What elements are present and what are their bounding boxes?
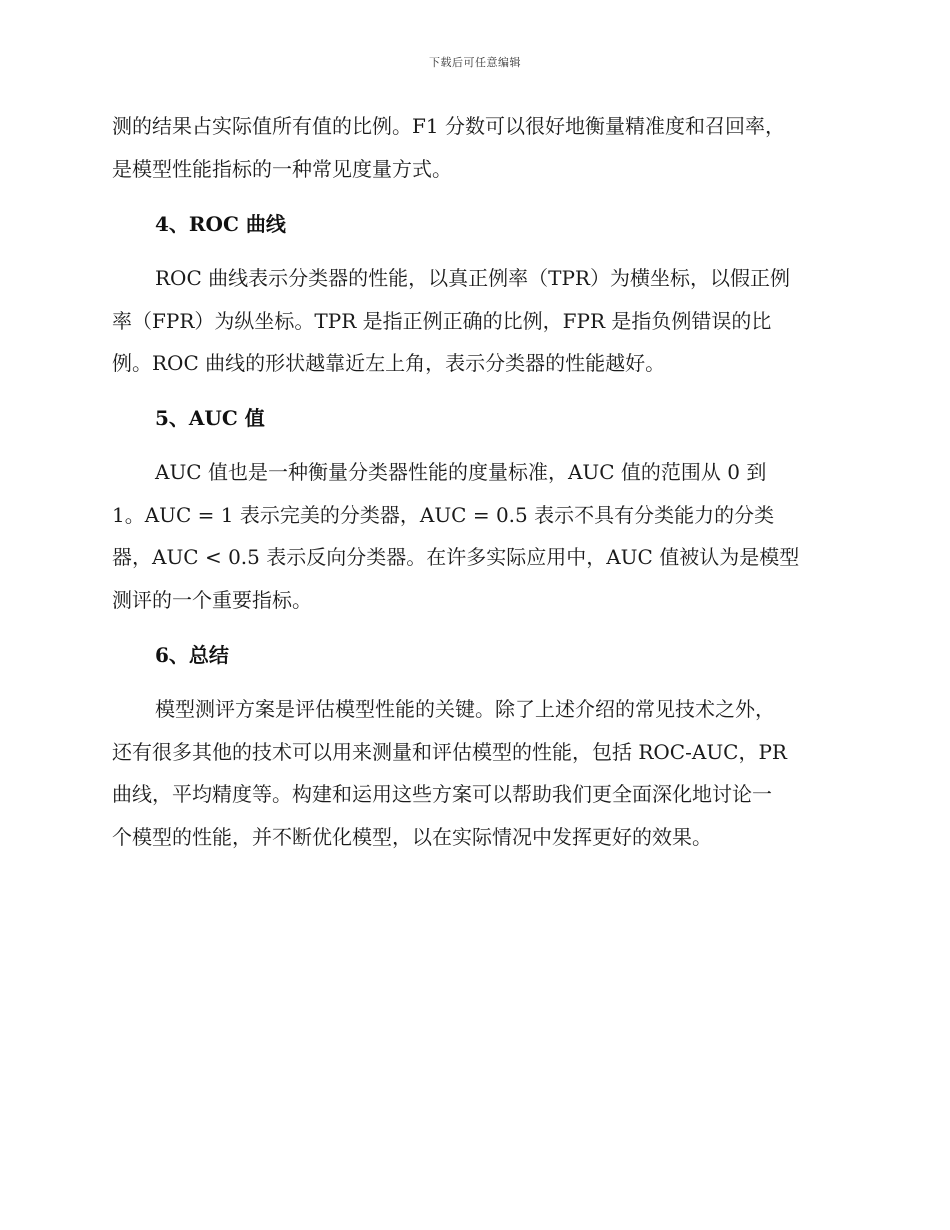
summary-line-3: 曲线，平均精度等。构建和运用这些方案可以帮助我们更全面深化地讨论一 [112, 782, 772, 806]
auc-line-4: 测评的一个重要指标。 [112, 588, 312, 612]
roc-line-1: ROC 曲线表示分类器的性能，以真正例率（TPR）为横坐标，以假正例 [155, 266, 790, 290]
summary-line-1: 模型测评方案是评估模型性能的关键。除了上述介绍的常见技术之外， [155, 697, 775, 721]
section-heading-roc: 4、ROC 曲线 [155, 212, 286, 236]
intro-line-1: 测的结果占实际值所有值的比例。F1 分数可以很好地衡量精准度和召回率， [112, 114, 785, 138]
summary-line-2: 还有很多其他的技术可以用来测量和评估模型的性能，包括 ROC-AUC，PR [112, 740, 787, 764]
auc-line-3: 器，AUC < 0.5 表示反向分类器。在许多实际应用中，AUC 值被认为是模型 [112, 545, 800, 569]
roc-line-3: 例。ROC 曲线的形状越靠近左上角，表示分类器的性能越好。 [112, 351, 666, 375]
page-header: 下载后可任意编辑 [429, 56, 521, 69]
auc-line-2: 1。AUC = 1 表示完美的分类器，AUC = 0.5 表示不具有分类能力的分类 [112, 503, 775, 527]
intro-line-2: 是模型性能指标的一种常见度量方式。 [112, 157, 452, 181]
section-heading-auc: 5、AUC 值 [155, 406, 265, 430]
roc-line-2: 率（FPR）为纵坐标。TPR 是指正例正确的比例，FPR 是指负例错误的比 [112, 309, 772, 333]
auc-line-1: AUC 值也是一种衡量分类器性能的度量标准，AUC 值的范围从 0 到 [155, 460, 767, 484]
summary-line-4: 个模型的性能，并不断优化模型，以在实际情况中发挥更好的效果。 [112, 825, 712, 849]
section-heading-summary: 6、总结 [155, 643, 229, 667]
